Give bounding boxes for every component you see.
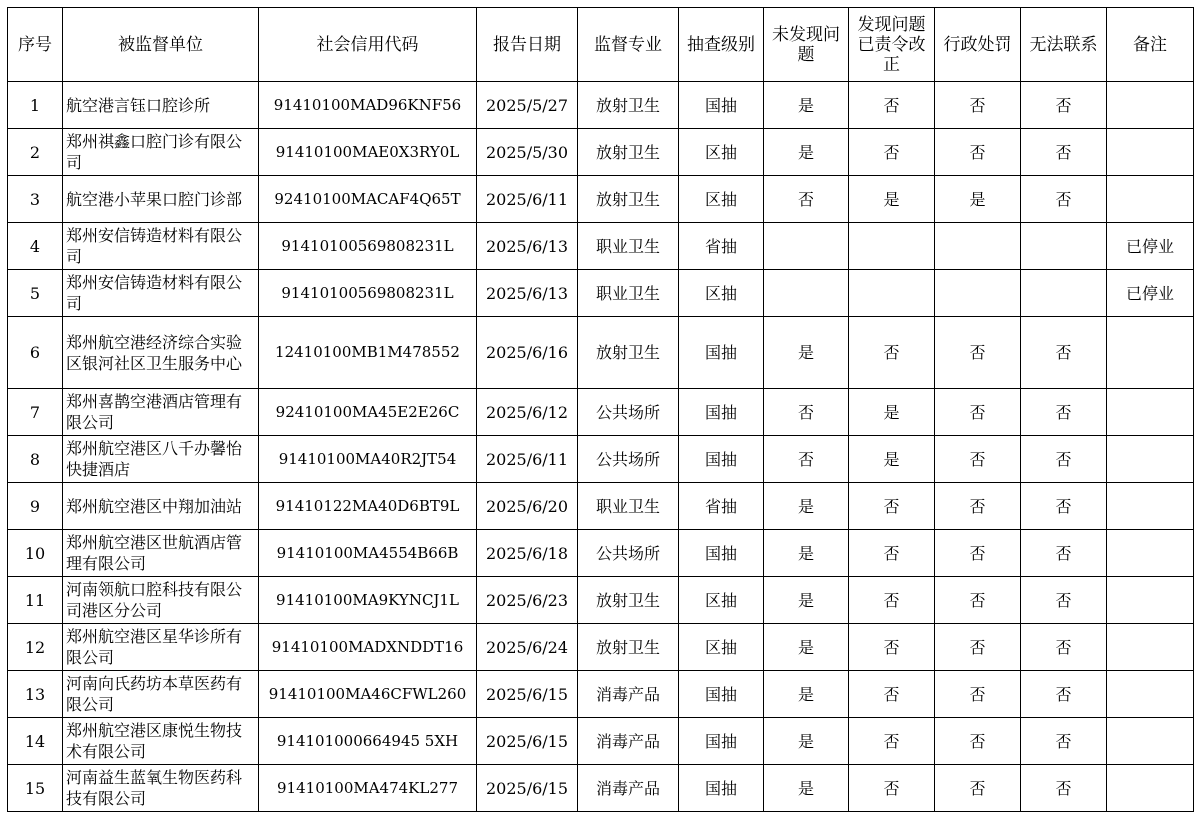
- supervision-field-cell: 消毒产品: [578, 718, 679, 765]
- table-row: [8, 270, 1194, 317]
- row-number-cell: 13: [8, 671, 63, 718]
- company-name-cell: 河南益生蓝氧生物医药科技有限公司: [63, 765, 259, 812]
- report-date-cell: 2025/6/18: [477, 530, 578, 577]
- remarks-cell: [1107, 317, 1194, 389]
- report-date-cell: 2025/6/16: [477, 317, 578, 389]
- header-cell: 备注: [1107, 8, 1194, 82]
- row-number-cell: 4: [8, 223, 63, 270]
- unable-to-contact-cell: 否: [1021, 317, 1107, 389]
- supervision-field-cell: 放射卫生: [578, 577, 679, 624]
- credit-code-cell: 91410100MAE0X3RY0L: [259, 129, 477, 176]
- header-cell: 被监督单位: [63, 8, 259, 82]
- table-row: [8, 765, 1194, 812]
- remarks-cell: [1107, 577, 1194, 624]
- remarks-cell: [1107, 718, 1194, 765]
- supervision-field-cell: 职业卫生: [578, 270, 679, 317]
- report-date-cell: 2025/6/24: [477, 624, 578, 671]
- report-date-cell: 2025/5/27: [477, 82, 578, 129]
- remarks-cell: [1107, 624, 1194, 671]
- company-name-cell: 航空港言钰口腔诊所: [63, 82, 259, 129]
- issue-corrected-cell: 否: [849, 671, 935, 718]
- row-number-cell: 14: [8, 718, 63, 765]
- row-number-cell: 11: [8, 577, 63, 624]
- no-issue-found-cell: 是: [764, 82, 849, 129]
- table-row: [8, 129, 1194, 176]
- unable-to-contact-cell: 否: [1021, 530, 1107, 577]
- inspection-level-cell: 省抽: [679, 223, 764, 270]
- header-cell: 序号: [8, 8, 63, 82]
- header-cell: 抽查级别: [679, 8, 764, 82]
- no-issue-found-cell: 是: [764, 718, 849, 765]
- remarks-cell: 已停业: [1107, 270, 1194, 317]
- credit-code-cell: 91410100MA474KL277: [259, 765, 477, 812]
- table-row: [8, 223, 1194, 270]
- inspection-level-cell: 国抽: [679, 765, 764, 812]
- issue-corrected-cell: 是: [849, 436, 935, 483]
- header-cell: 发现问题已责令改正: [849, 8, 935, 82]
- table-row: [8, 530, 1194, 577]
- row-number-cell: 6: [8, 317, 63, 389]
- unable-to-contact-cell: 否: [1021, 671, 1107, 718]
- supervision-field-cell: 职业卫生: [578, 483, 679, 530]
- supervision-field-cell: 消毒产品: [578, 671, 679, 718]
- header-row: [8, 8, 1194, 82]
- inspection-level-cell: 省抽: [679, 483, 764, 530]
- issue-corrected-cell: 否: [849, 765, 935, 812]
- inspection-level-cell: 国抽: [679, 82, 764, 129]
- credit-code-cell: 91410100MA40R2JT54: [259, 436, 477, 483]
- inspection-level-cell: 区抽: [679, 270, 764, 317]
- report-date-cell: 2025/6/15: [477, 718, 578, 765]
- company-name-cell: 航空港小苹果口腔门诊部: [63, 176, 259, 223]
- table-row: [8, 82, 1194, 129]
- supervision-field-cell: 放射卫生: [578, 129, 679, 176]
- remarks-cell: [1107, 389, 1194, 436]
- company-name-cell: 郑州航空港区世航酒店管理有限公司: [63, 530, 259, 577]
- table-row: [8, 176, 1194, 223]
- row-number-cell: 10: [8, 530, 63, 577]
- table-row: [8, 317, 1194, 389]
- supervision-field-cell: 放射卫生: [578, 317, 679, 389]
- company-name-cell: 郑州安信铸造材料有限公司: [63, 223, 259, 270]
- credit-code-cell: 91410100MAD96KNF56: [259, 82, 477, 129]
- table-row: [8, 436, 1194, 483]
- remarks-cell: 已停业: [1107, 223, 1194, 270]
- supervision-field-cell: 公共场所: [578, 530, 679, 577]
- no-issue-found-cell: [764, 270, 849, 317]
- administrative-penalty-cell: 否: [935, 624, 1021, 671]
- company-name-cell: 郑州航空港区中翔加油站: [63, 483, 259, 530]
- table-row: [8, 624, 1194, 671]
- remarks-cell: [1107, 765, 1194, 812]
- report-date-cell: 2025/6/11: [477, 436, 578, 483]
- credit-code-cell: 91410100MA4554B66B: [259, 530, 477, 577]
- administrative-penalty-cell: 否: [935, 317, 1021, 389]
- credit-code-cell: 91410100MA46CFWL260: [259, 671, 477, 718]
- inspection-level-cell: 国抽: [679, 436, 764, 483]
- inspection-level-cell: 国抽: [679, 389, 764, 436]
- report-date-cell: 2025/5/30: [477, 129, 578, 176]
- no-issue-found-cell: 是: [764, 317, 849, 389]
- administrative-penalty-cell: [935, 270, 1021, 317]
- remarks-cell: [1107, 176, 1194, 223]
- administrative-penalty-cell: 否: [935, 765, 1021, 812]
- table-row: [8, 483, 1194, 530]
- administrative-penalty-cell: 是: [935, 176, 1021, 223]
- unable-to-contact-cell: [1021, 223, 1107, 270]
- row-number-cell: 1: [8, 82, 63, 129]
- supervision-field-cell: 放射卫生: [578, 624, 679, 671]
- no-issue-found-cell: 是: [764, 671, 849, 718]
- inspection-level-cell: 区抽: [679, 129, 764, 176]
- row-number-cell: 2: [8, 129, 63, 176]
- remarks-cell: [1107, 671, 1194, 718]
- administrative-penalty-cell: [935, 223, 1021, 270]
- header-cell: 报告日期: [477, 8, 578, 82]
- row-number-cell: 15: [8, 765, 63, 812]
- no-issue-found-cell: 是: [764, 530, 849, 577]
- report-date-cell: 2025/6/23: [477, 577, 578, 624]
- unable-to-contact-cell: 否: [1021, 577, 1107, 624]
- issue-corrected-cell: 否: [849, 483, 935, 530]
- report-date-cell: 2025/6/12: [477, 389, 578, 436]
- issue-corrected-cell: 否: [849, 129, 935, 176]
- no-issue-found-cell: 是: [764, 765, 849, 812]
- no-issue-found-cell: 是: [764, 624, 849, 671]
- company-name-cell: 郑州航空港区康悦生物技术有限公司: [63, 718, 259, 765]
- remarks-cell: [1107, 530, 1194, 577]
- row-number-cell: 9: [8, 483, 63, 530]
- inspection-level-cell: 国抽: [679, 317, 764, 389]
- company-name-cell: 郑州祺鑫口腔门诊有限公司: [63, 129, 259, 176]
- issue-corrected-cell: 是: [849, 176, 935, 223]
- report-date-cell: 2025/6/15: [477, 671, 578, 718]
- remarks-cell: [1107, 483, 1194, 530]
- issue-corrected-cell: [849, 223, 935, 270]
- issue-corrected-cell: 否: [849, 317, 935, 389]
- supervision-field-cell: 职业卫生: [578, 223, 679, 270]
- row-number-cell: 7: [8, 389, 63, 436]
- company-name-cell: 郑州航空港经济综合实验区银河社区卫生服务中心: [63, 317, 259, 389]
- administrative-penalty-cell: 否: [935, 389, 1021, 436]
- issue-corrected-cell: 否: [849, 718, 935, 765]
- issue-corrected-cell: [849, 270, 935, 317]
- row-number-cell: 12: [8, 624, 63, 671]
- no-issue-found-cell: 否: [764, 436, 849, 483]
- credit-code-cell: 91410122MA40D6BT9L: [259, 483, 477, 530]
- header-cell: 监督专业: [578, 8, 679, 82]
- supervision-field-cell: 放射卫生: [578, 176, 679, 223]
- report-date-cell: 2025/6/20: [477, 483, 578, 530]
- unable-to-contact-cell: 否: [1021, 129, 1107, 176]
- remarks-cell: [1107, 436, 1194, 483]
- unable-to-contact-cell: 否: [1021, 176, 1107, 223]
- administrative-penalty-cell: 否: [935, 129, 1021, 176]
- supervision-table: [7, 7, 1194, 812]
- administrative-penalty-cell: 否: [935, 530, 1021, 577]
- unable-to-contact-cell: 否: [1021, 624, 1107, 671]
- remarks-cell: [1107, 82, 1194, 129]
- unable-to-contact-cell: 否: [1021, 389, 1107, 436]
- supervision-field-cell: 放射卫生: [578, 82, 679, 129]
- row-number-cell: 3: [8, 176, 63, 223]
- inspection-level-cell: 国抽: [679, 530, 764, 577]
- issue-corrected-cell: 否: [849, 82, 935, 129]
- row-number-cell: 5: [8, 270, 63, 317]
- issue-corrected-cell: 是: [849, 389, 935, 436]
- company-name-cell: 郑州航空港区星华诊所有限公司: [63, 624, 259, 671]
- supervision-field-cell: 公共场所: [578, 436, 679, 483]
- table-row: [8, 671, 1194, 718]
- company-name-cell: 河南向氏药坊本草医药有限公司: [63, 671, 259, 718]
- unable-to-contact-cell: 否: [1021, 765, 1107, 812]
- table-row: [8, 577, 1194, 624]
- header-cell: 无法联系: [1021, 8, 1107, 82]
- no-issue-found-cell: 是: [764, 129, 849, 176]
- no-issue-found-cell: 否: [764, 389, 849, 436]
- header-cell: 行政处罚: [935, 8, 1021, 82]
- credit-code-cell: 91410100569808231L: [259, 223, 477, 270]
- inspection-level-cell: 区抽: [679, 577, 764, 624]
- no-issue-found-cell: 是: [764, 483, 849, 530]
- report-date-cell: 2025/6/11: [477, 176, 578, 223]
- credit-code-cell: 92410100MA45E2E26C: [259, 389, 477, 436]
- administrative-penalty-cell: 否: [935, 718, 1021, 765]
- remarks-cell: [1107, 129, 1194, 176]
- credit-code-cell: 91410100MADXNDDT16: [259, 624, 477, 671]
- issue-corrected-cell: 否: [849, 530, 935, 577]
- unable-to-contact-cell: 否: [1021, 82, 1107, 129]
- inspection-level-cell: 国抽: [679, 718, 764, 765]
- inspection-level-cell: 区抽: [679, 176, 764, 223]
- company-name-cell: 河南领航口腔科技有限公司港区分公司: [63, 577, 259, 624]
- credit-code-cell: 92410100MACAF4Q65T: [259, 176, 477, 223]
- report-date-cell: 2025/6/13: [477, 270, 578, 317]
- table-body: [8, 82, 1194, 812]
- issue-corrected-cell: 否: [849, 577, 935, 624]
- administrative-penalty-cell: 否: [935, 577, 1021, 624]
- credit-code-cell: 91410100569808231L: [259, 270, 477, 317]
- inspection-level-cell: 区抽: [679, 624, 764, 671]
- table-row: [8, 389, 1194, 436]
- report-date-cell: 2025/6/13: [477, 223, 578, 270]
- no-issue-found-cell: 否: [764, 176, 849, 223]
- header-cell: 社会信用代码: [259, 8, 477, 82]
- supervision-field-cell: 公共场所: [578, 389, 679, 436]
- company-name-cell: 郑州航空港区八千办馨怡快捷酒店: [63, 436, 259, 483]
- unable-to-contact-cell: [1021, 270, 1107, 317]
- unable-to-contact-cell: 否: [1021, 436, 1107, 483]
- header-cell: 未发现问题: [764, 8, 849, 82]
- no-issue-found-cell: [764, 223, 849, 270]
- administrative-penalty-cell: 否: [935, 483, 1021, 530]
- administrative-penalty-cell: 否: [935, 671, 1021, 718]
- credit-code-cell: 12410100MB1M478552: [259, 317, 477, 389]
- supervision-field-cell: 消毒产品: [578, 765, 679, 812]
- inspection-level-cell: 国抽: [679, 671, 764, 718]
- company-name-cell: 郑州喜鹊空港酒店管理有限公司: [63, 389, 259, 436]
- unable-to-contact-cell: 否: [1021, 718, 1107, 765]
- report-date-cell: 2025/6/15: [477, 765, 578, 812]
- administrative-penalty-cell: 否: [935, 82, 1021, 129]
- administrative-penalty-cell: 否: [935, 436, 1021, 483]
- company-name-cell: 郑州安信铸造材料有限公司: [63, 270, 259, 317]
- credit-code-cell: 914101000664945 5XH: [259, 718, 477, 765]
- row-number-cell: 8: [8, 436, 63, 483]
- unable-to-contact-cell: 否: [1021, 483, 1107, 530]
- no-issue-found-cell: 是: [764, 577, 849, 624]
- credit-code-cell: 91410100MA9KYNCJ1L: [259, 577, 477, 624]
- issue-corrected-cell: 否: [849, 624, 935, 671]
- table-row: [8, 718, 1194, 765]
